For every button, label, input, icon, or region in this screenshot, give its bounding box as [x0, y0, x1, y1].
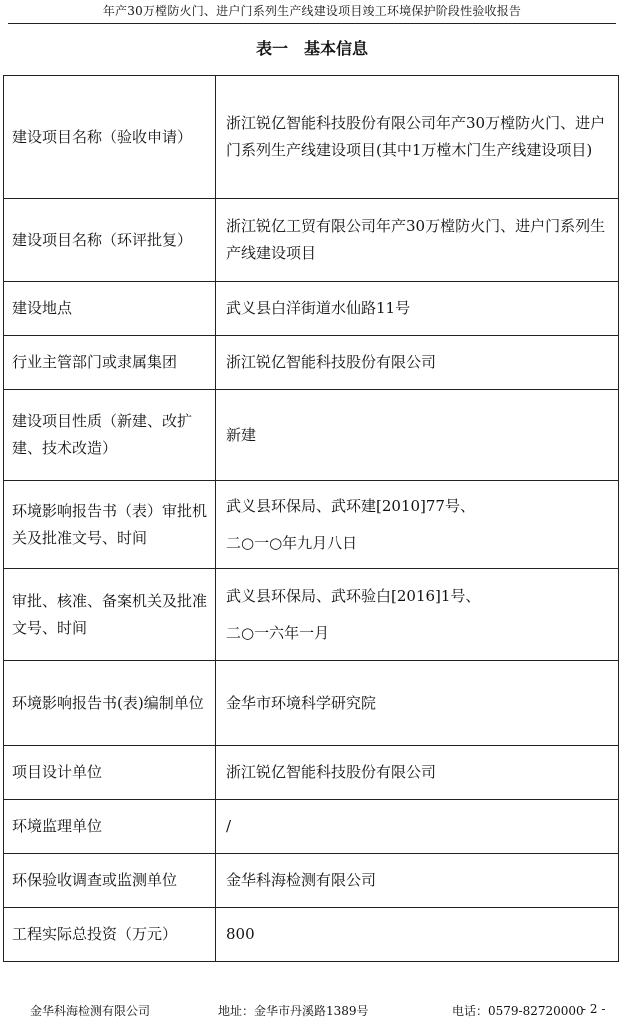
row-value: [216, 661, 619, 746]
table-row: [4, 76, 619, 199]
table-row: [4, 481, 619, 569]
table-row: [4, 282, 619, 336]
row-value-line: 新建: [226, 425, 257, 444]
row-value-line: 金华科海检测有限公司: [226, 871, 377, 889]
row-label: 审批、核准、备案机关及批准文号、时间: [4, 569, 216, 661]
row-label: 工程实际总投资（万元）: [4, 908, 216, 962]
row-value-line: /: [226, 817, 232, 835]
basic-info-table: [3, 75, 619, 962]
table-row: [4, 199, 619, 282]
row-value: [216, 569, 619, 661]
row-value: [216, 282, 619, 336]
table-row: [4, 569, 619, 661]
row-label: 行业主管部门或隶属集团: [4, 336, 216, 390]
report-header-title: 年产30万樘防火门、进户门系列生产线建设项目竣工环境保护阶段性验收报告: [102, 4, 522, 18]
row-value: [216, 746, 619, 800]
row-value: [216, 336, 619, 390]
row-value: [216, 390, 619, 481]
table-row: [4, 336, 619, 390]
footer-address: 地址：金华市丹溪路1389号: [218, 1004, 369, 1018]
row-value: [216, 908, 619, 962]
footer-page-number: - 2 -: [582, 1002, 606, 1016]
header-divider: [8, 23, 616, 24]
row-value-line: 武义县白洋街道水仙路11号: [226, 299, 411, 317]
row-value-line: 武义县环保局、武环建[2010]77号、: [226, 496, 475, 515]
row-label: 建设地点: [4, 282, 216, 336]
table-row: [4, 854, 619, 908]
row-label: 环保验收调查或监测单位: [4, 854, 216, 908]
row-value-line: 浙江锐亿工贸有限公司年产30万樘防火门、进户门系列生产线建设项目: [226, 217, 606, 262]
table-row: [4, 746, 619, 800]
row-value: [216, 854, 619, 908]
row-value-line: 浙江锐亿智能科技股份有限公司年产30万樘防火门、进户门系列生产线建设项目(其中1万樘木门生产线建设项目): [226, 114, 606, 159]
row-value-line: 浙江锐亿智能科技股份有限公司: [226, 353, 437, 371]
row-value: [216, 481, 619, 569]
row-label: 环境影响报告书(表)编制单位: [4, 661, 216, 746]
row-value-line: 800: [226, 925, 255, 943]
row-value-line: 金华市环境科学研究院: [226, 693, 377, 712]
row-label: 项目设计单位: [4, 746, 216, 800]
table-row: [4, 661, 619, 746]
row-value-line: 二○一○年九月八日: [226, 533, 358, 552]
row-value-line: 二○一六年一月: [226, 623, 330, 642]
footer-company: 金华科海检测有限公司: [30, 1004, 151, 1018]
table-row: [4, 800, 619, 854]
table-row: [4, 908, 619, 962]
row-value: [216, 76, 619, 199]
table-row: [4, 390, 619, 481]
row-value-line: 浙江锐亿智能科技股份有限公司: [226, 763, 437, 781]
table-title: 表一 基本信息: [255, 39, 368, 58]
row-value: [216, 199, 619, 282]
row-label: 建设项目性质（新建、改扩建、技术改造）: [4, 390, 216, 481]
footer-phone: 电话：0579-82720000: [452, 1004, 584, 1018]
row-value: [216, 800, 619, 854]
row-label: 环境影响报告书（表）审批机关及批准文号、时间: [4, 481, 216, 569]
row-value-line: 武义县环保局、武环验白[2016]1号、: [226, 586, 481, 605]
row-label: 建设项目名称（环评批复）: [4, 199, 216, 282]
row-label: 环境监理单位: [4, 800, 216, 854]
row-label: 建设项目名称（验收申请）: [4, 76, 216, 199]
